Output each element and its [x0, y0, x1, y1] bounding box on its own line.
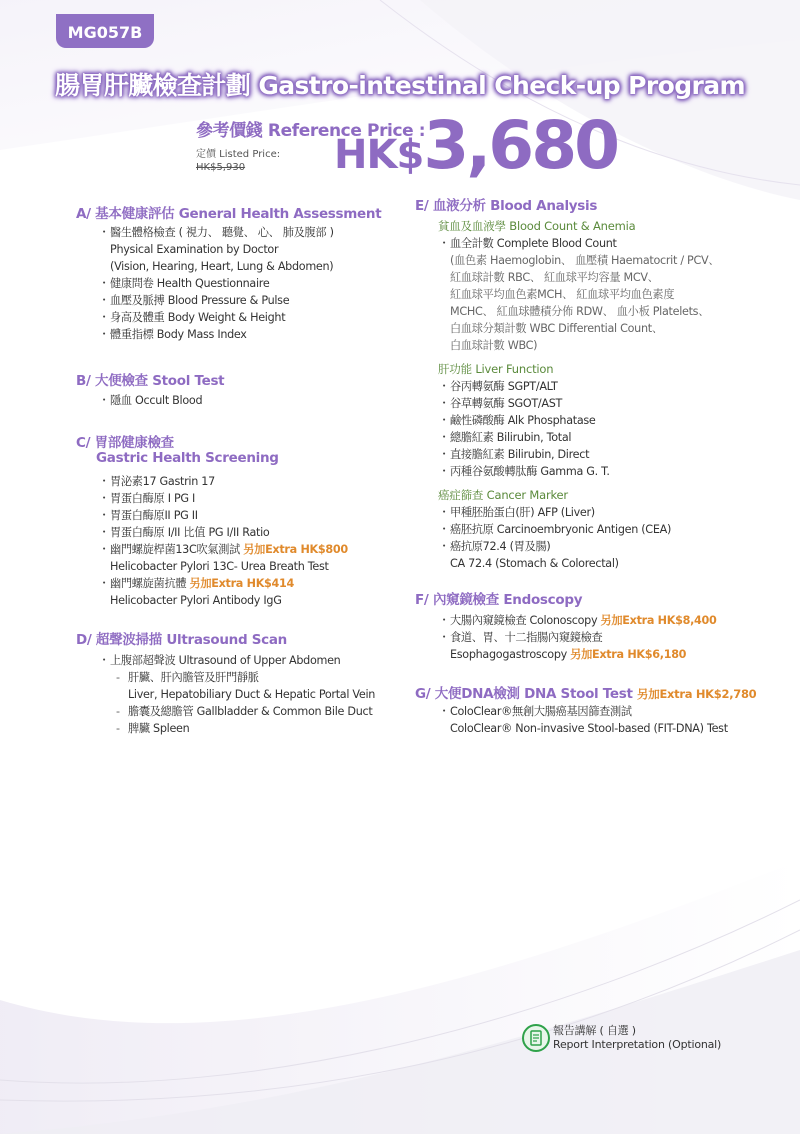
report-line-chinese: 報告講解 ( 自選 ): [553, 1024, 636, 1037]
liver-function-list: [438, 378, 610, 480]
list-item: 紅血球平均血色素MCH、 紅血球平均血色素度: [450, 288, 675, 301]
list-item: - 肝臟、肝內膽管及肝門靜脈: [116, 671, 259, 684]
list-item: ・總膽紅素 Bilirubin, Total: [438, 431, 572, 444]
blood-count-list: [438, 235, 719, 354]
reference-price: [334, 107, 617, 184]
listed-price-label: 定價 Listed Price:: [196, 149, 281, 160]
list-item: ・癌胚抗原 Carcinoembryonic Antigen (CEA): [438, 523, 672, 536]
list-item: ・胃泌素17 Gastrin 17: [98, 475, 215, 488]
list-item: ・體重指標 Body Mass Index: [98, 328, 247, 341]
list-item: ・ColoClear®無創大腸癌基因篩查測試: [438, 705, 632, 718]
list-item: ・醫生體格檢查 ( 視力、 聽覺、 心、 肺及腹部 ): [98, 226, 334, 239]
list-item: (Vision, Hearing, Heart, Lung & Abdomen): [110, 260, 334, 273]
section-b-heading: B/ 大便檢查 Stool Test: [76, 373, 225, 389]
extra-charge: 另加Extra HK$414: [189, 577, 294, 590]
section-e-sub-cancer: 癌症篩查 Cancer Marker: [438, 488, 568, 502]
list-item: ・身高及體重 Body Weight & Height: [98, 311, 286, 324]
report-line-english: Report Interpretation (Optional): [553, 1038, 722, 1051]
list-item: ・鹼性磷酸酶 Alk Phosphatase: [438, 414, 596, 427]
section-d-heading: D/ 超聲波掃描 Ultrasound Scan: [76, 632, 287, 648]
report-interpretation: [553, 1024, 721, 1052]
list-item: Esophagogastroscopy 另加Extra HK$6,180: [450, 648, 687, 661]
price-amount: 3,680: [423, 107, 618, 184]
list-item: ColoClear® Non-invasive Stool-based (FIT-DNA) Test: [450, 722, 728, 735]
list-item: ・直接膽紅素 Bilirubin, Direct: [438, 448, 590, 461]
list-item: Helicobacter Pylori 13C- Urea Breath Test: [110, 560, 329, 573]
list-item: Liver, Hepatobiliary Duct & Hepatic Portal Vein: [128, 688, 376, 701]
extra-charge: 另加Extra HK$8,400: [600, 614, 717, 627]
section-e-heading: E/ 血液分析 Blood Analysis: [415, 198, 598, 214]
list-item: ・胃蛋白酶原II PG II: [98, 509, 198, 522]
section-d-list: [98, 652, 375, 737]
section-e-sub-liver: 肝功能 Liver Function: [438, 362, 554, 376]
list-item: ・癌抗原72.4 (胃及腸): [438, 540, 551, 553]
list-item: CA 72.4 (Stomach & Colorectal): [450, 557, 619, 570]
cancer-marker-list: [438, 504, 671, 572]
list-item: 白血球分類計數 WBC Differential Count、: [450, 322, 663, 335]
section-f-heading: F/ 內窺鏡檢查 Endoscopy: [415, 592, 583, 608]
section-e-sub-blood: 貧血及血液學 Blood Count & Anemia: [438, 219, 636, 233]
report-document-icon: [522, 1024, 550, 1052]
list-item: ・幽門螺旋菌抗體 另加Extra HK$414: [98, 577, 294, 590]
list-item: ・胃蛋白酶原 I/II 比值 PG I/II Ratio: [98, 526, 270, 539]
list-item: - 脾臟 Spleen: [116, 722, 190, 735]
list-item: ・健康問卷 Health Questionnaire: [98, 277, 270, 290]
list-item: ・胃蛋白酶原 I PG I: [98, 492, 196, 505]
price-currency: HK$: [334, 132, 424, 178]
list-item: Physical Examination by Doctor: [110, 243, 279, 256]
list-item: ・血壓及脈搏 Blood Pressure & Pulse: [98, 294, 290, 307]
list-item: Helicobacter Pylori Antibody IgG: [110, 594, 282, 607]
section-g-list: [438, 703, 728, 737]
list-item: 紅血球計數 RBC、 紅血球平均容量 MCV、: [450, 271, 659, 284]
list-item: ・食道、胃、十二指腸內窺鏡檢查: [438, 631, 603, 644]
list-item: (血色素 Haemoglobin、 血壓積 Haematocrit / PCV、: [450, 254, 720, 267]
list-item: ・大腸內窺鏡檢查 Colonoscopy 另加Extra HK$8,400: [438, 614, 717, 627]
extra-charge: 另加Extra HK$800: [243, 543, 348, 556]
list-item: ・幽門螺旋桿菌13C吹氣測試 另加Extra HK$800: [98, 543, 348, 556]
extra-charge: 另加Extra HK$2,780: [637, 687, 757, 701]
listed-price-value: HK$5,930: [196, 162, 246, 173]
reference-price-label: 參考價錢 Reference Price :: [196, 121, 426, 141]
page-title: 腸胃肝臟檢查計劃 Gastro-intestinal Check-up Program: [55, 71, 745, 100]
list-item: ・隱血 Occult Blood: [98, 394, 203, 407]
section-g-heading: G/ 大便DNA檢測 DNA Stool Test 另加Extra HK$2,780: [415, 686, 757, 702]
section-b-list: [98, 392, 202, 409]
section-c-list: [98, 473, 348, 609]
list-item: ・血全計數 Complete Blood Count: [438, 237, 617, 250]
section-c-heading: C/ 胃部健康檢查: [76, 435, 174, 451]
extra-charge: 另加Extra HK$6,180: [570, 648, 687, 661]
list-item: ・谷草轉氨酶 SGOT/AST: [438, 397, 563, 410]
list-item: ・上腹部超聲波 Ultrasound of Upper Abdomen: [98, 654, 341, 667]
list-item: ・谷丙轉氨酶 SGPT/ALT: [438, 380, 558, 393]
section-f-list: [438, 612, 716, 663]
list-item: MCHC、 紅血球體積分佈 RDW、 血小板 Platelets、: [450, 305, 710, 318]
section-c-subheading: Gastric Health Screening: [96, 450, 279, 466]
list-item: ・丙種谷氨酸轉肽酶 Gamma G. T.: [438, 465, 610, 478]
list-item: 白血球計數 WBC): [450, 339, 538, 352]
package-code-tab: MG057B: [56, 14, 154, 48]
section-a-list: [98, 224, 334, 343]
section-a-heading: A/ 基本健康評估 General Health Assessment: [76, 206, 382, 222]
list-item: - 膽囊及總膽管 Gallbladder & Common Bile Duct: [116, 705, 373, 718]
list-item: ・甲種胚胎蛋白(肝) AFP (Liver): [438, 506, 595, 519]
